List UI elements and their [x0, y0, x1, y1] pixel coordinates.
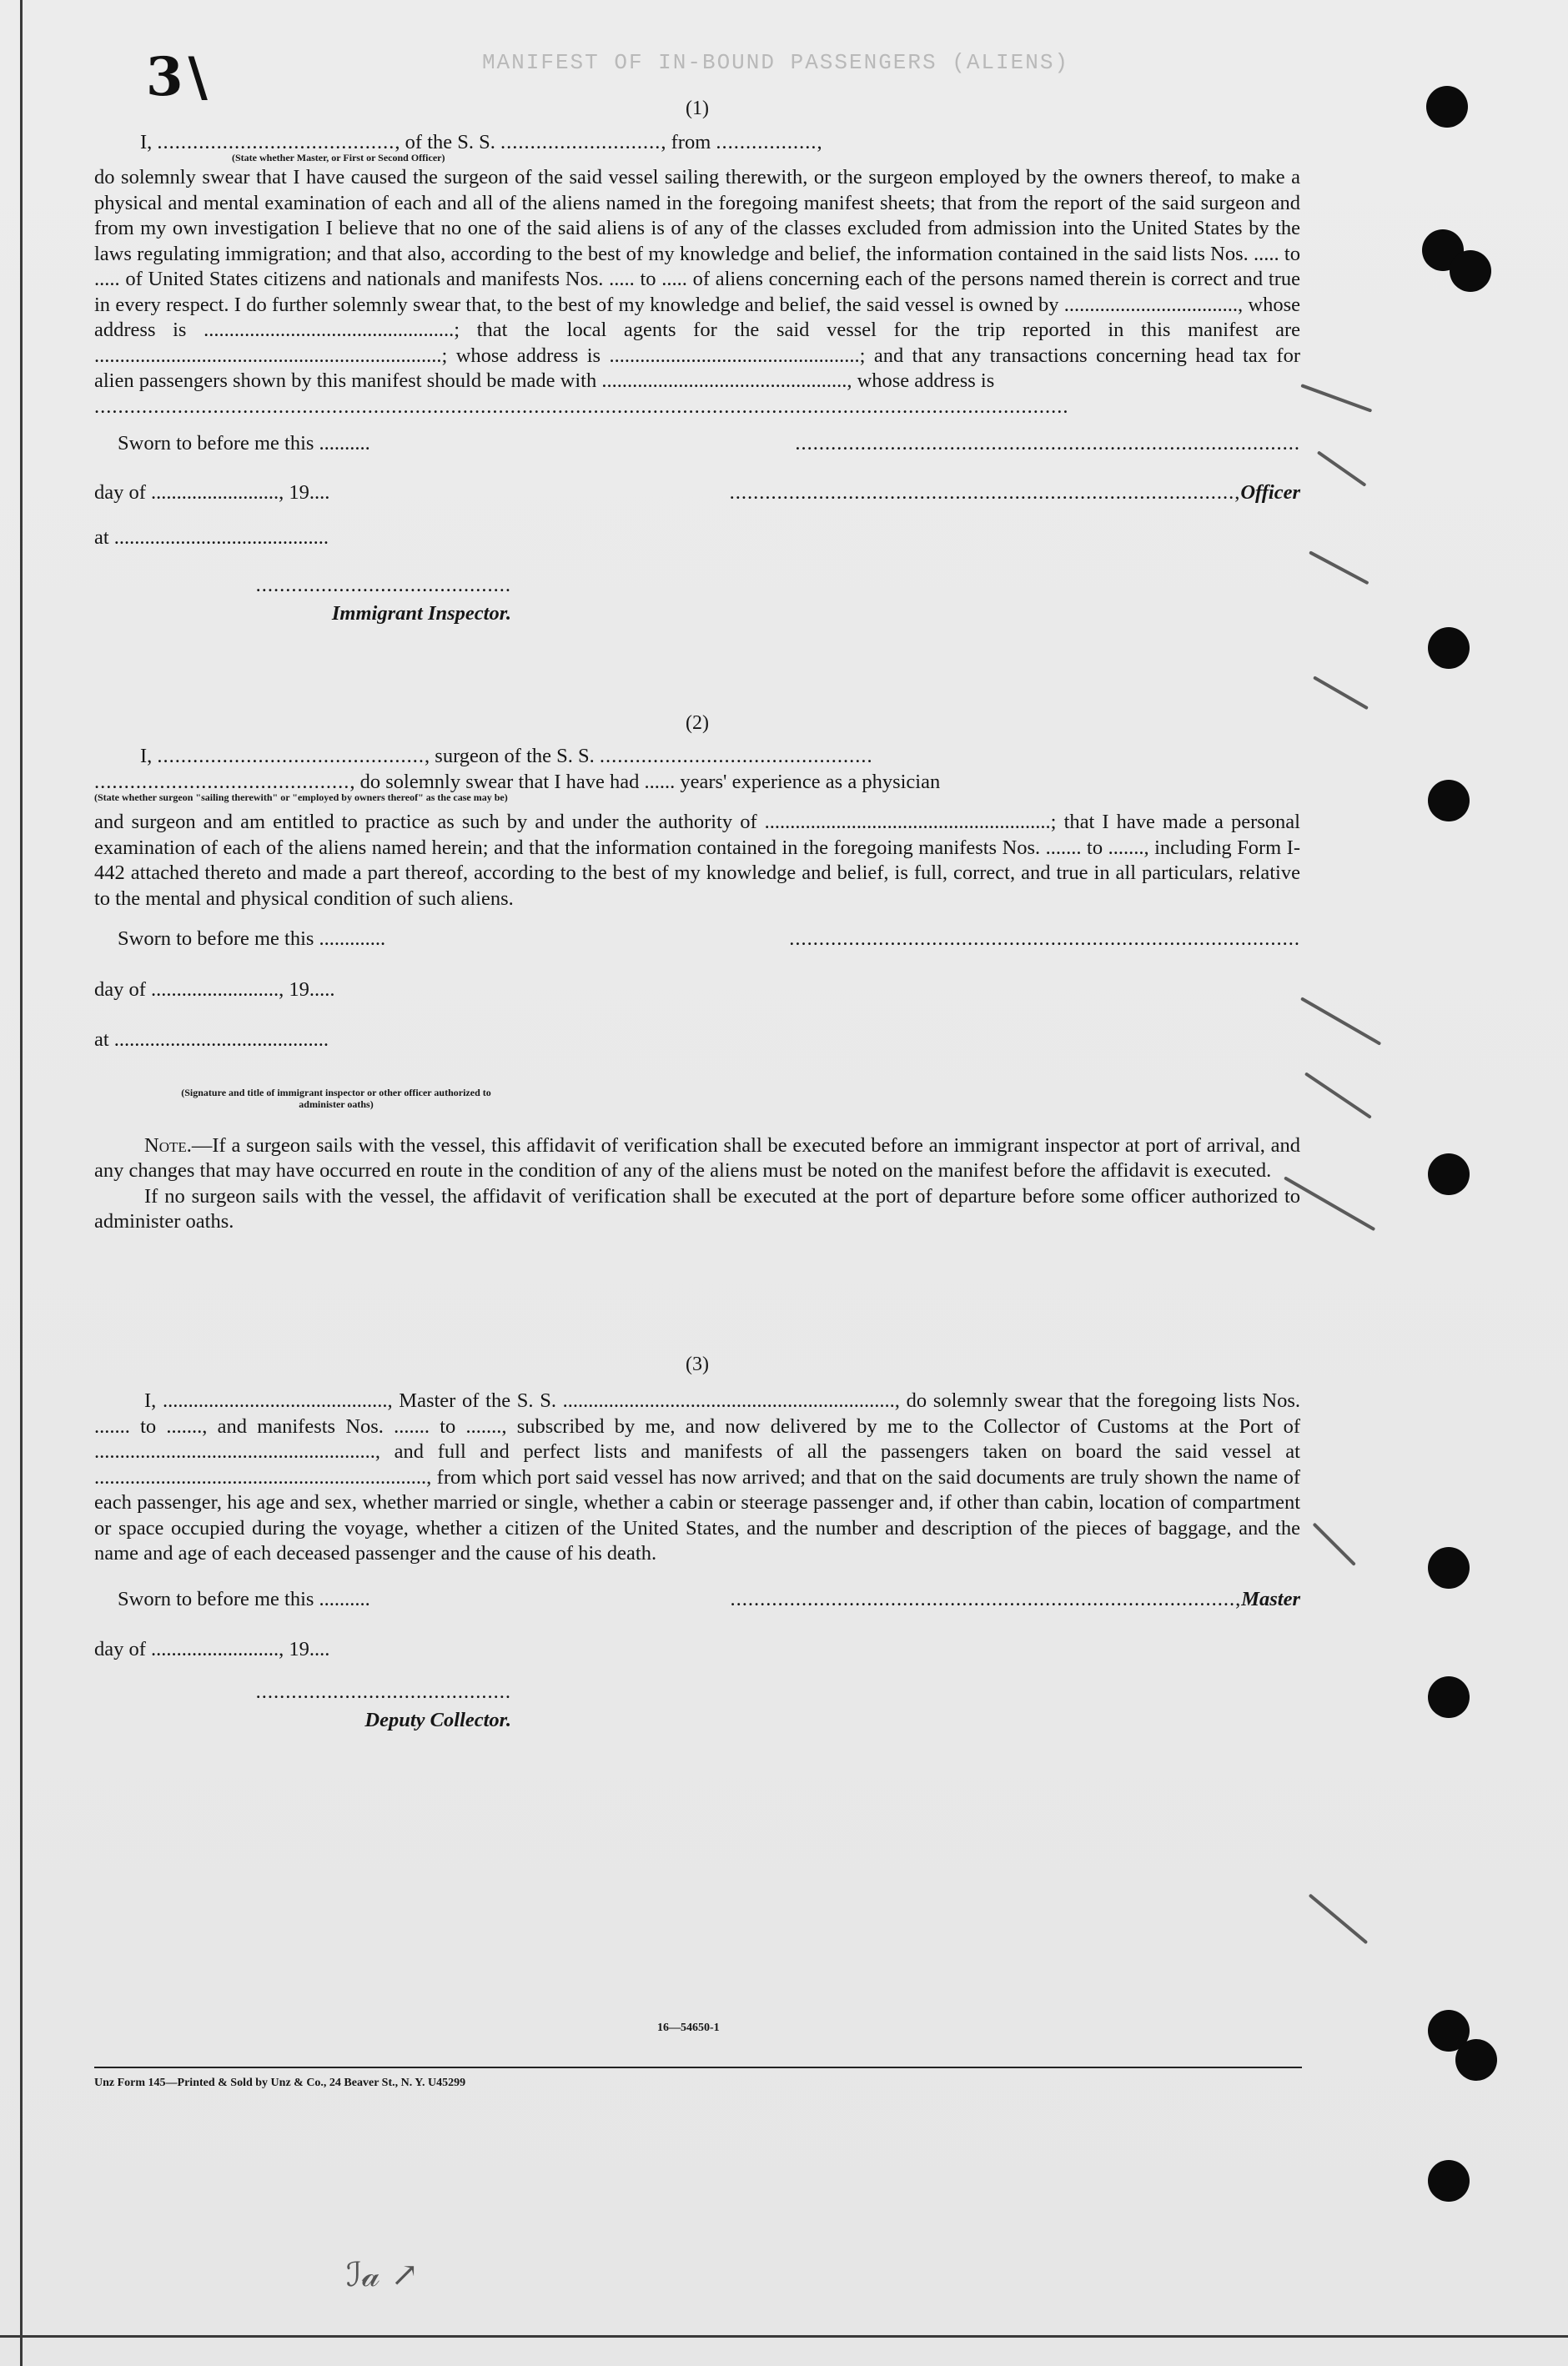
field-blank[interactable]: ............................................. [157, 745, 425, 767]
corner-number: 3\ [146, 46, 213, 108]
note-paragraph [94, 1133, 1300, 1184]
punch-hole [1428, 627, 1470, 669]
form-code: 16—54650-1 [657, 2022, 720, 2034]
footer-rule [94, 2067, 1302, 2068]
punch-hole [1455, 2039, 1497, 2081]
text: I, [140, 745, 158, 767]
note-label: Note. [144, 1133, 192, 1157]
text: , from [661, 130, 716, 153]
field-blank[interactable]: ................., [716, 130, 823, 153]
punch-hole [1428, 1676, 1470, 1718]
inspector-block [94, 573, 511, 627]
section-number: (2) [686, 711, 709, 734]
surgeon-oath-line [94, 744, 1300, 770]
pencil-mark [1309, 1893, 1369, 1944]
collector-label: Deputy Collector. [364, 1709, 511, 1731]
section-number: (3) [686, 1353, 709, 1375]
officer-label: Officer [1240, 480, 1300, 504]
text: I, [140, 130, 158, 153]
section-3 [94, 1352, 1300, 1734]
oath-paragraph: I, ............................................, Master of the S. S. ................................................................., do solemnly swear that the foregoing lists Nos. ....... to ......., and manifests Nos. ....... to ......., subscribed by me, and now delivered by me to the Collector of Customs at the Port of ......................................................., and full and perfect lists and manifests of all the passengers taken on board the said vessel at ................................................................., from which port said vessel has now arrived; and that on the said documents are truly shown the name of each passenger, his age and sex, whether married or single, whether a cabin or steerage passenger and, if other than cabin, location of compartment or space occupied during the voyage, whether a citizen of the United States, and the number and description of the pieces of baggage, and the name and age of each deceased passenger and the cause of his death. [94, 1389, 1300, 1565]
pencil-mark [1313, 1523, 1356, 1566]
officer-signature [730, 480, 1300, 506]
pencil-mark [1300, 997, 1381, 1045]
scan-edge-left [20, 0, 23, 2366]
pencil-mark [1304, 1072, 1372, 1118]
field-blank[interactable]: .................................................................................................................................................................... [94, 394, 1069, 418]
printer-line: Unz Form 145—Printed & Sold by Unz & Co., 24 Beaver St., N. Y. U45299 [94, 2077, 466, 2089]
signature-blank[interactable]: ....................................................................................., [729, 480, 1241, 504]
pencil-mark [1313, 676, 1369, 710]
sworn-text: Sworn to before me this .......... [118, 1587, 370, 1610]
signature-blank[interactable]: ..................................................................................... [795, 432, 1300, 455]
punch-hole [1428, 2160, 1470, 2202]
text: , do solemnly swear that I have had ...... years' experience as a physician [349, 770, 941, 793]
sworn-row [94, 431, 1300, 457]
text: , surgeon of the S. S. [425, 745, 600, 767]
signature-blank[interactable]: ........................................... [255, 573, 511, 596]
punch-hole [1426, 86, 1468, 128]
affidavit-content [94, 96, 1300, 1734]
field-blank[interactable]: ........................................ [157, 130, 395, 153]
field-blank[interactable]: ........................... [500, 130, 661, 153]
pencil-mark [1300, 384, 1372, 413]
master-label: Master [1241, 1587, 1300, 1610]
punch-hole [1428, 1153, 1470, 1195]
sworn-text: Sworn to before me this .......... [118, 432, 370, 455]
signature-blank[interactable]: ...................................................................................... [789, 927, 1300, 950]
note-paragraph-2: If no surgeon sails with the vessel, the affidavit of verification shall be executed at the port of departure before some officer authorized to administer oaths. [94, 1184, 1300, 1233]
day-of-text: day of ........................., 19.... [94, 480, 330, 504]
at-text: at .......................................... [94, 1028, 329, 1051]
day-of-text: day of ........................., 19.... [94, 1638, 330, 1660]
day-row [94, 480, 1300, 506]
master-signature [730, 1587, 1300, 1613]
at-text: at .......................................... [94, 526, 329, 549]
note-text: —If a surgeon sails with the vessel, this affidavit of verification shall be executed before an immigrant inspector at port of arrival, and any changes that may have occurred en route in the condition of any of the aliens must be noted on the manifest before the affidavit is executed. [94, 1133, 1300, 1182]
bleedthrough-header: MANIFEST OF IN-BOUND PASSENGERS (ALIENS) [481, 50, 1070, 75]
text: , of the S. S. [395, 130, 501, 153]
section-1 [94, 96, 1300, 627]
pencil-mark [1317, 450, 1367, 486]
inspector-label: Immigrant Inspector. [331, 602, 511, 625]
signature-blank[interactable]: ....................................................................................., [730, 1587, 1242, 1610]
signature-blank[interactable]: ........................................... [255, 1680, 511, 1703]
pencil-mark [1309, 550, 1369, 585]
sworn-row [94, 1587, 1300, 1613]
oath-paragraph: and surgeon and am entitled to practice as such by and under the authority of ........................................................; that I have made a personal examination of each of the aliens named herein; and that the information contained in the foregoing manifests Nos. ....... to ......., including Form I-442 attached thereto and made a part thereof, according to the best of my knowledge and belief, is full, correct, and true in all particulars, relative to the mental and physical condition of such aliens. [94, 811, 1300, 910]
pencil-scribble: ℐ𝒶 ↗ [346, 2256, 419, 2294]
day-of-text: day of ........................., 19..... [94, 977, 335, 1001]
field-blank[interactable]: .............................................. [599, 745, 873, 767]
section-number: (1) [686, 98, 709, 119]
punch-hole [1428, 780, 1470, 821]
field-note: (State whether surgeon "sailing therewith" or "employed by owners thereof" as the case may be) [94, 791, 508, 803]
field-note: (State whether Master, or First or Second Officer) [232, 152, 445, 163]
signature-note: (Signature and title of immigrant inspector or other officer authorized to administer oaths) [181, 1086, 491, 1110]
sworn-text: Sworn to before me this ............. [118, 927, 386, 950]
oath-paragraph: do solemnly swear that I have caused the surgeon of the said vessel sailing therewith, or the surgeon employed by the owners thereof, to make a physical and mental examination of each and all of the aliens named in the foregoing manifest sheets; that from the report of the said surgeon and from my own investigation I believe that no one of the said aliens is of any of the classes excluded from admission into the United States by the laws regulating immigration; and that also, according to the best of my knowledge and belief, the information contained in the said lists Nos. ..... to ..... of United States citizens and nationals and manifests Nos. ..... to ..... of aliens concerning each of the persons named therein is correct and true in every respect. I do further solemnly swear that, to the best of my knowledge and belief, the said vessel is owned by .................................., whose address is .................................................; that the local agents for the said vessel for the trip reported in this manifest are ....................................................................; whose address is .................................................; and that any transactions concerning head tax for alien passengers shown by this manifest should be made with ................................................, whose address is [94, 166, 1300, 392]
scan-edge-bottom [0, 2335, 1568, 2338]
sworn-row [94, 927, 1300, 952]
field-blank[interactable]: ........................................... [94, 770, 350, 793]
punch-hole [1450, 250, 1491, 292]
punch-hole [1428, 1547, 1470, 1589]
section-2 [94, 711, 1300, 1235]
collector-block [94, 1680, 511, 1734]
